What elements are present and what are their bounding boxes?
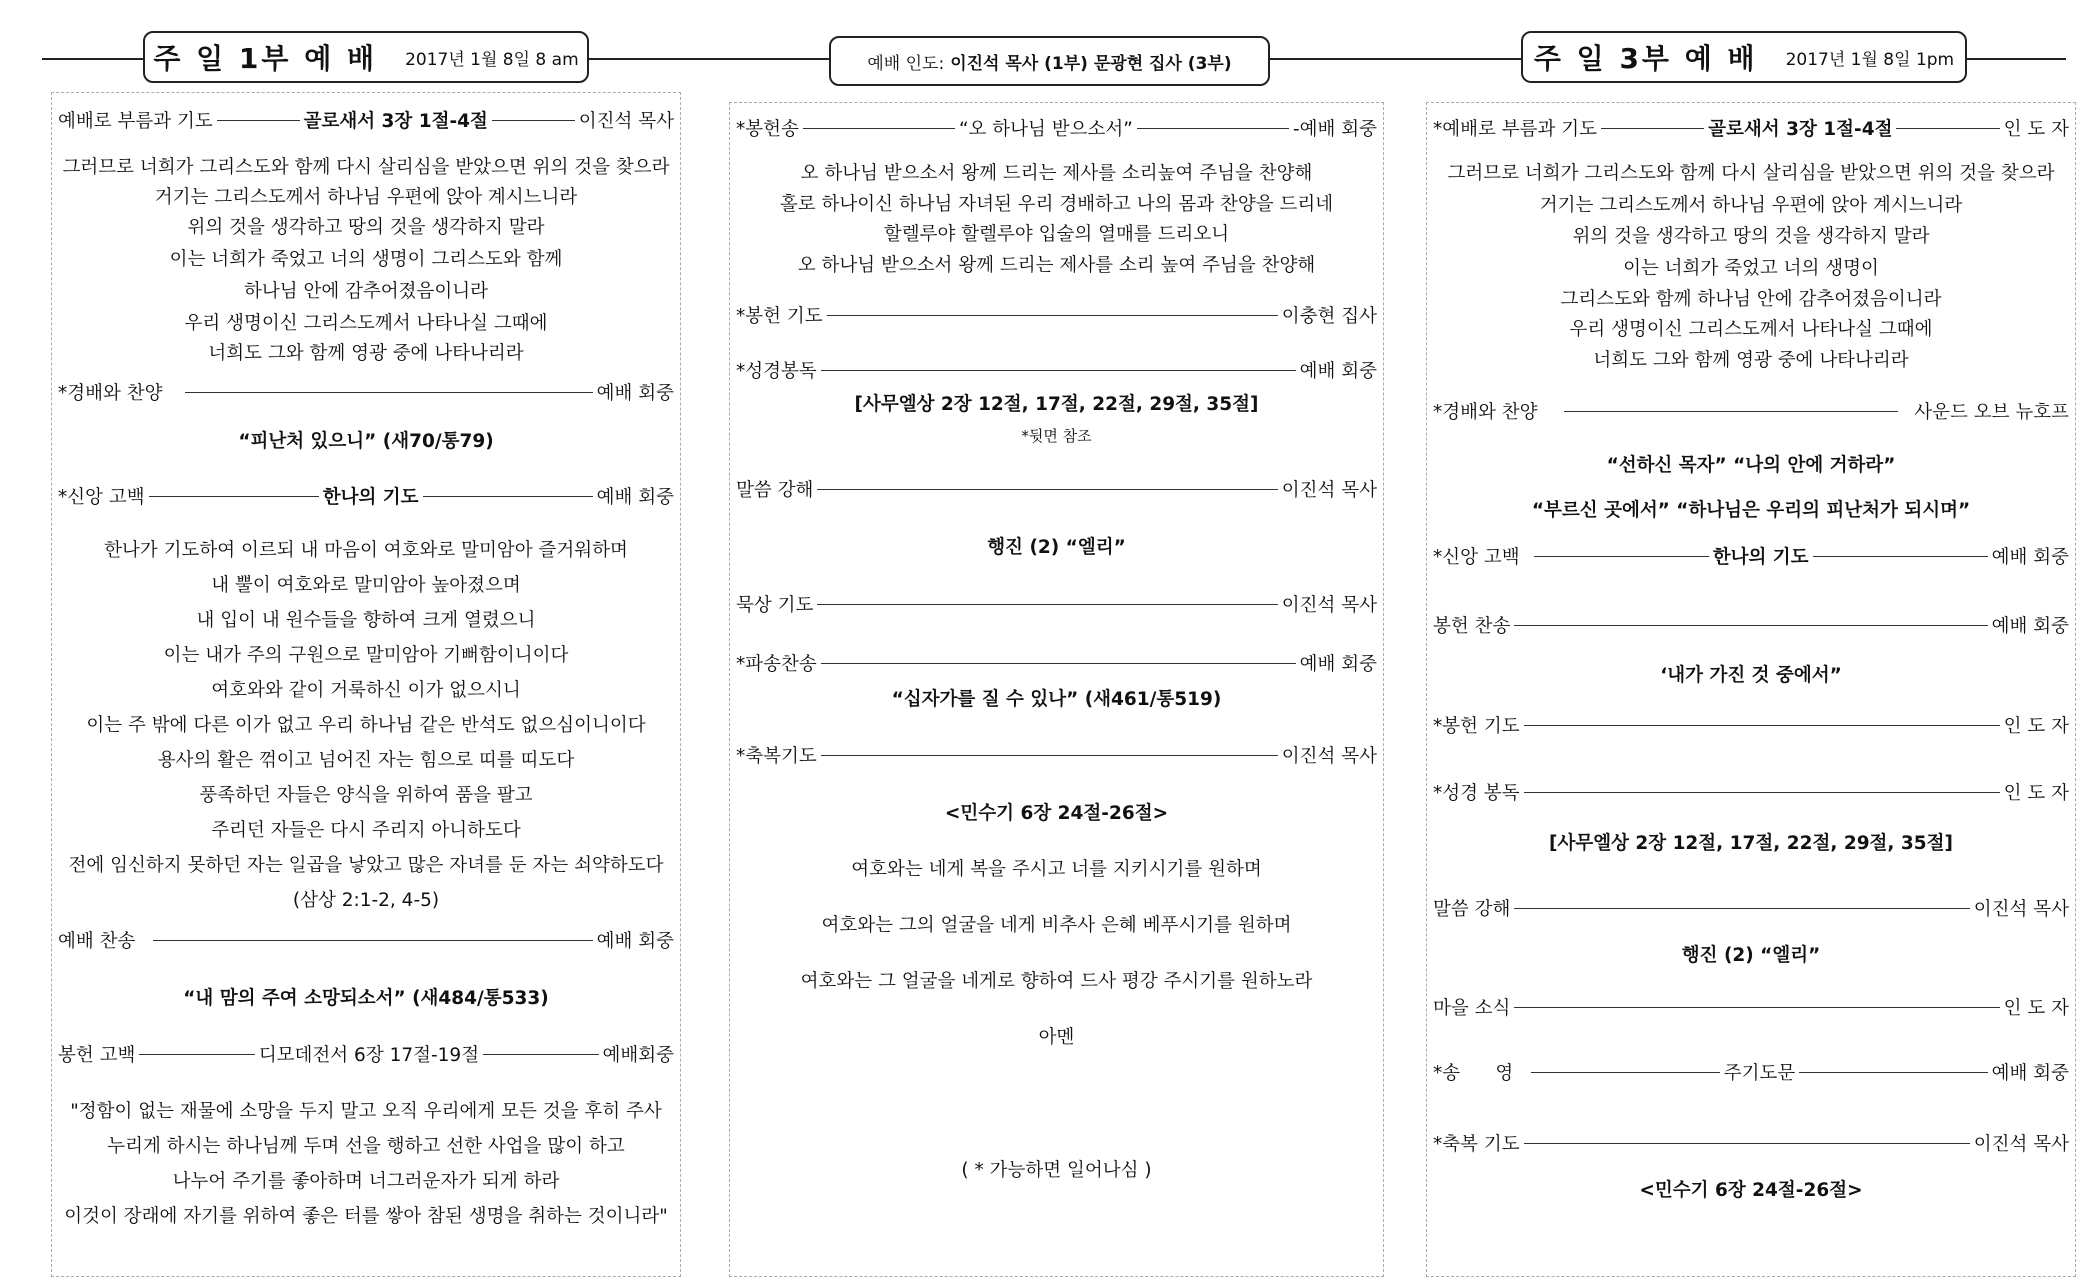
benediction-row [1433, 1126, 2069, 1160]
hymn-song-number: (새484/통533) [405, 988, 549, 1009]
prayer-leader: 인 도 자 [2003, 716, 2069, 737]
worship-praise-row [1433, 394, 2069, 428]
creed-reference: (삼상 2:1-2, 4-5) [292, 890, 440, 911]
sending-song [730, 685, 1383, 715]
hymn-song-title: “내 맘의 주여 소망되소서” [183, 988, 406, 1009]
call-text-line: 위의 것을 생각하고 땅의 것을 생각하지 말라 [187, 217, 545, 238]
song-lyric-line: 오 하나님 받으소서 왕께 드리는 제사를 소리 높여 주님을 찬양해 [797, 255, 1316, 276]
call-text-line: 우리 생명이신 그리스도께서 나타나실 그때에 [184, 313, 548, 334]
creed-text-line: 한나가 기도하여 이르되 내 마음이 여호와로 말미암아 즐거워하며 [104, 540, 628, 561]
song-label: *봉헌송 [736, 119, 799, 140]
leader-rule [1601, 128, 1704, 129]
hymn-label: 봉헌 찬송 [1433, 616, 1511, 637]
call-text-line: 거기는 그리스도께서 하나님 우편에 앉아 계시느니라 [1539, 195, 1963, 216]
welcome-label: *송 영 [1433, 1063, 1514, 1084]
silent-label: 묵상 기도 [736, 595, 814, 616]
leader-rule [821, 755, 1278, 756]
sending-song-title: “십자가를 질 수 있나” [891, 689, 1079, 710]
reading-label: *성경봉독 [736, 361, 817, 382]
hymn-leader: 예배 회중 [596, 931, 674, 952]
call-text-line: 거기는 그리스도께서 하나님 우편에 앉아 계시느니라 [154, 187, 578, 208]
worship-label: *경배와 찬양 [58, 383, 163, 404]
offering-ref: 디모데전서 6장 17절-19절 [258, 1045, 480, 1066]
prayer-label: *봉헌 기도 [736, 306, 823, 327]
service1-column [51, 92, 681, 1277]
leader-rule [492, 120, 575, 121]
song-title: “오 하나님 받으소서” [958, 119, 1133, 140]
leader-rule [1514, 908, 1969, 909]
welcome-title: 주기도문 [1723, 1063, 1796, 1084]
leader-rule [1524, 725, 2000, 726]
call-to-worship-row [58, 103, 674, 137]
worship-leader-label: 예배 인도: [867, 53, 945, 74]
benediction-row [736, 738, 1377, 772]
doxology-row [1433, 1055, 2069, 1089]
creed-text-line: 용사의 활은 꺾이고 넘어진 자는 힘으로 띠를 띠도다 [157, 750, 575, 771]
bless-leader: 이진석 목사 [1281, 746, 1377, 767]
leader-rule [423, 496, 593, 497]
prayer-label: *봉헌 기도 [1433, 716, 1520, 737]
offering-prayer-row [736, 298, 1377, 332]
worship-songs-line: “부르신 곳에서” “하나님은 우리의 피난처가 되시며” [1531, 500, 1971, 521]
bless-leader: 이진석 목사 [1973, 1134, 2069, 1155]
reading-leader: 예배 회중 [1299, 361, 1377, 382]
call-text-line: 그리스도와 함께 하나님 안에 감추어졌음이니라 [1560, 289, 1942, 310]
call-ref: 골로새서 3장 1절-4절 [1708, 119, 1893, 140]
sermon-leader: 이진석 목사 [1973, 899, 2069, 920]
worship-leader: 예배 회중 [596, 383, 674, 404]
reading-reference: [사무엘상 2장 12절, 17절, 22절, 29절, 35절] [1549, 833, 1953, 854]
leader-rule [1531, 1072, 1719, 1073]
creed-title: 한나의 기도 [1712, 547, 1809, 568]
leader-rule [821, 663, 1296, 664]
call-text-line: 너희도 그와 함께 영광 중에 나타나리라 [1593, 350, 1909, 371]
silent-prayer-row [736, 587, 1377, 621]
leader-rule [153, 940, 592, 941]
sermon-title: 행진 (2) “엘리” [1681, 945, 1821, 966]
creed-text-line: 전에 임신하지 못하던 자는 일곱을 낳았고 많은 자녀를 둔 자는 쇠약하도다 [68, 855, 664, 876]
creed-text-line: 내 뿔이 여호와로 말미암아 높아졌으며 [211, 575, 521, 596]
offering-confession-row [58, 1037, 674, 1071]
order-of-service-column [729, 102, 1384, 1277]
worship-song-number: (새70/통79) [376, 431, 494, 452]
offering-text-line: 나누어 주기를 좋아하며 너그러운자가 되게 하라 [172, 1171, 560, 1192]
sending-song-number: (새461/통519) [1078, 689, 1222, 710]
leader-rule [139, 1054, 254, 1055]
call-label: *예배로 부름과 기도 [1433, 119, 1597, 140]
village-news-row [1433, 990, 2069, 1024]
leader-rule [149, 496, 319, 497]
sending-leader: 예배 회중 [1299, 654, 1377, 675]
service3-title-box [1521, 31, 1967, 83]
worship-song [52, 427, 680, 457]
call-text-line: 위의 것을 생각하고 땅의 것을 생각하지 말라 [1572, 226, 1930, 247]
service3-title: 주 일 3부 예 배 [1533, 42, 1758, 75]
song-lyric-line: 오 하나님 받으소서 왕께 드리는 제사를 소리높여 주님을 찬양해 [800, 163, 1313, 184]
leader-rule [827, 315, 1278, 316]
service3-column [1426, 102, 2076, 1277]
offertory-song-row [736, 111, 1377, 145]
reading-label: *성경 봉독 [1433, 783, 1520, 804]
worship-label: *경배와 찬양 [1433, 402, 1538, 423]
call-text-line: 이는 너희가 죽었고 너의 생명이 [1623, 258, 1879, 279]
amen: 아멘 [1038, 1027, 1075, 1048]
sending-label: *파송찬송 [736, 654, 817, 675]
leader-rule [1813, 556, 1988, 557]
creed-text-line: 여호와와 같이 거룩하신 이가 없으시니 [211, 680, 521, 701]
call-ref: 골로새서 3장 1절-4절 [303, 111, 488, 132]
leader-rule [483, 1054, 598, 1055]
call-text-line: 이는 너희가 죽었고 너의 생명이 그리스도와 함께 [169, 249, 563, 270]
bless-text-line: 여호와는 그의 얼굴을 네게 비추사 은혜 베푸시기를 원하며 [821, 915, 1292, 936]
reading-leader: 인 도 자 [2003, 783, 2069, 804]
sermon-label: 말씀 강해 [1433, 899, 1511, 920]
creed-leader: 예배 회중 [1991, 547, 2070, 568]
call-leader: 인 도 자 [2003, 119, 2070, 140]
offering-label: 봉헌 고백 [58, 1045, 136, 1066]
bless-reference: <민수기 6장 24절-26절> [1639, 1180, 1863, 1201]
offering-text-line: 누리게 하시는 하나님께 두며 선을 행하고 선한 사업을 많이 하고 [107, 1136, 625, 1157]
creed-row [58, 479, 674, 513]
leader-rule [1799, 1072, 1987, 1073]
service3-date: 2017년 1월 8일 1pm [1785, 49, 1955, 70]
call-label: 예배로 부름과 기도 [58, 111, 213, 132]
leader-rule [1514, 625, 1987, 626]
creed-text-line: 풍족하던 자들은 양식을 위하여 품을 팔고 [199, 785, 533, 806]
creed-text-line: 이는 내가 주의 구원으로 말미암아 기뻐함이니이다 [163, 645, 569, 666]
leader-rule [1534, 556, 1709, 557]
hymn-row [58, 923, 674, 957]
hymn-leader: 예배 회중 [1991, 616, 2069, 637]
scripture-reading-row [736, 353, 1377, 387]
call-text-line: 그러므로 너희가 그리스도와 함께 다시 살리심을 받았으면 위의 것을 찾으라 [62, 157, 670, 178]
service1-title-box [143, 31, 589, 83]
sermon-label: 말씀 강해 [736, 480, 814, 501]
offering-text-line: 이것이 장래에 자기를 위하여 좋은 터를 쌓아 참된 생명을 취하는 것이니라" [64, 1206, 668, 1227]
sermon-row [736, 472, 1377, 506]
leader-rule [185, 392, 593, 393]
news-label: 마을 소식 [1433, 998, 1511, 1019]
leader-rule [1524, 792, 2000, 793]
hymn-label: 예배 찬송 [58, 931, 136, 952]
creed-text-line: 주리던 자들은 다시 주리지 아니하도다 [211, 820, 521, 841]
worship-song-title: “피난처 있으니” [238, 431, 377, 452]
leader-rule [817, 604, 1277, 605]
leader-rule [817, 489, 1277, 490]
song-leader: -예배 회중 [1292, 119, 1378, 140]
offering-leader: 예배회중 [602, 1045, 674, 1066]
leader-rule [1524, 1143, 1970, 1144]
creed-text-line: 이는 주 밖에 다른 이가 없고 우리 하나님 같은 반석도 없으심이니이다 [86, 715, 646, 736]
scripture-reading-row [1433, 775, 2069, 809]
leader-rule [217, 120, 300, 121]
creed-text-line: 내 입이 내 원수들을 향하여 크게 열렸으니 [196, 610, 536, 631]
prayer-leader: 이충현 집사 [1281, 306, 1377, 327]
worship-praise-row [58, 375, 674, 409]
worship-leader-box [829, 36, 1270, 86]
leader-rule [821, 370, 1296, 371]
bless-text-line: 여호와는 그 얼굴을 네게로 향하여 드사 평강 주시기를 원하노라 [800, 971, 1313, 992]
worship-songs-line: “선하신 목자” “나의 안에 거하라” [1606, 455, 1896, 476]
bless-text-line: 여호와는 네게 복을 주시고 너를 지키시기를 원하며 [851, 859, 1262, 880]
creed-title: 한나의 기도 [322, 487, 419, 508]
sending-hymn-row [736, 646, 1377, 680]
silent-leader: 이진석 목사 [1281, 595, 1377, 616]
leader-rule [1896, 128, 1999, 129]
bless-label: *축복기도 [736, 746, 817, 767]
leader-rule [803, 128, 955, 129]
offering-text-line: "정함이 없는 재물에 소망을 두지 말고 오직 우리에게 모든 것을 후히 주사 [70, 1101, 662, 1122]
service1-date: 2017년 1월 8일 8 am [405, 49, 579, 70]
call-to-worship-row [1433, 111, 2069, 145]
creed-leader: 예배 회중 [596, 487, 675, 508]
offering-hymn-row [1433, 608, 2069, 642]
song-lyric-line: 홀로 하나이신 하나님 자녀된 우리 경배하고 나의 몸과 찬양을 드리네 [779, 194, 1334, 215]
sermon-title: 행진 (2) “엘리” [987, 537, 1126, 558]
leader-rule [1137, 128, 1289, 129]
bless-reference: <민수기 6장 24절-26절> [944, 803, 1169, 824]
leader-rule [1514, 1007, 1999, 1008]
service1-title: 주 일 1부 예 배 [153, 42, 378, 75]
leader-rule [1564, 411, 1899, 412]
bless-label: *축복 기도 [1433, 1134, 1520, 1155]
sermon-leader: 이진석 목사 [1281, 480, 1377, 501]
call-text-line: 하나님 안에 감추어졌음이니라 [243, 281, 489, 302]
reading-reference: [사무엘상 2장 12절, 17절, 22절, 29절, 35절] [854, 394, 1259, 415]
creed-row [1433, 539, 2069, 573]
call-text-line: 그러므로 너희가 그리스도와 함께 다시 살리심을 받았으면 위의 것을 찾으라 [1447, 163, 2055, 184]
welcome-leader: 예배 회중 [1991, 1063, 2070, 1084]
creed-label: *신앙 고백 [1433, 547, 1520, 568]
creed-label: *신앙 고백 [58, 487, 145, 508]
news-leader: 인 도 자 [2003, 998, 2069, 1019]
sermon-row [1433, 891, 2069, 925]
offering-prayer-row [1433, 708, 2069, 742]
call-text-line: 우리 생명이신 그리스도께서 나타나실 그때에 [1569, 319, 1933, 340]
song-lyric-line: 할렐루야 할렐루야 입술의 열매를 드리오니 [883, 224, 1230, 245]
standing-footnote: ( * 가능하면 일어나심 ) [961, 1160, 1152, 1181]
hymn-song: ‘내가 가진 것 중에서” [1660, 665, 1842, 686]
worship-leader-value: 이진석 목사 (1부) 문광현 집사 (3부) [950, 53, 1232, 74]
call-leader: 이진석 목사 [578, 111, 675, 132]
hymn-song [52, 984, 680, 1014]
call-text-line: 너희도 그와 함께 영광 중에 나타나리라 [208, 343, 524, 364]
reading-note: *뒷면 참조 [1021, 427, 1092, 445]
worship-leader: 사운드 오브 뉴호프 [1914, 402, 2069, 423]
